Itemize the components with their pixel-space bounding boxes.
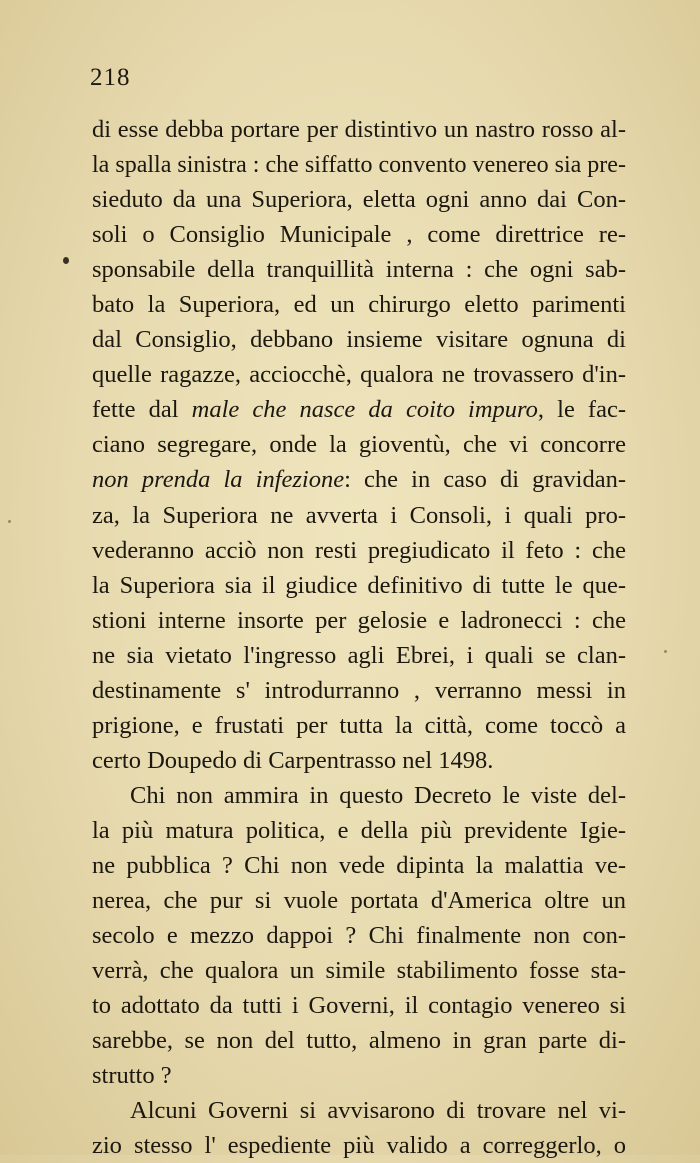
text-line: certo Doupedo di Carpentrasso nel 1498.	[92, 746, 494, 774]
text-line: soli o Consiglio Municipale , come direttrice re-	[92, 221, 626, 249]
text-line: sieduto da una Superiora, eletta ogni anno dai Con-	[92, 186, 626, 214]
text-line: to adottato da tutti i Governi, il contagio venereo si	[92, 992, 626, 1020]
text-line: za, la Superiora ne avverta i Consoli, i quali pro-	[92, 501, 626, 529]
text-line: la spalla sinistra : che siffatto convento venereo sia pre-	[92, 151, 626, 179]
text-line: destinamente s' introdurranno , verranno messi in	[92, 676, 626, 704]
body-text	[92, 112, 626, 1163]
paper-speck	[664, 650, 667, 653]
text-line: vederanno acciò non resti pregiudicato il feto : che	[92, 536, 626, 564]
text-line: secolo e mezzo dappoi ? Chi finalmente non con-	[92, 922, 626, 950]
text-line: quelle ragazze, acciocchè, qualora ne trovassero d'in-	[92, 361, 626, 389]
text-line: ne sia vietato l'ingresso agli Ebrei, i quali se clan-	[92, 641, 626, 669]
text-line: la Superiora sia il giudice definitivo di tutte le que-	[92, 571, 626, 599]
text-line: verrà, che qualora un simile stabilimento fosse sta-	[92, 957, 627, 985]
text-line: di esse debba portare per distintivo un nastro rosso al-	[92, 116, 626, 143]
text-line: la più matura politica, e della più previdente Igie-	[92, 816, 626, 844]
italic-phrase: non prenda la infezione	[92, 466, 345, 494]
text-line: ciano segregare, onde la gioventù, che vi concorre	[92, 431, 626, 459]
text-line: Chi non ammira in questo Decreto le viste del-	[130, 781, 626, 809]
text-line: fette dal male che nasce da coito impuro, le fac-	[92, 396, 626, 424]
text-line: ne pubblica ? Chi non vede dipinta la malattia ve-	[92, 851, 626, 879]
ink-dot	[63, 257, 69, 264]
italic-phrase: male che nasce da coito impuro	[191, 396, 538, 424]
text-line: non prenda la infezione: che in caso di gravidan-	[92, 466, 626, 494]
text-line: strutto ?	[92, 1062, 172, 1090]
text-line: bato la Superiora, ed un chirurgo eletto parimenti	[92, 291, 626, 319]
page-number: 218	[90, 64, 131, 91]
text-line: nerea, che pur si vuole portata d'America oltre un	[92, 887, 626, 915]
text-line: prigione, e frustati per tutta la città, come toccò a	[92, 711, 626, 739]
text-line: sponsabile della tranquillità interna : che ogni sab-	[92, 256, 626, 284]
text-line: dal Consiglio, debbano insieme visitare ognuna di	[92, 326, 626, 354]
text-line: stioni interne insorte per gelosie e ladronecci : che	[92, 606, 626, 634]
text-line: zio stesso l' espediente più valido a correggerlo, o	[92, 1132, 626, 1160]
text-line: Alcuni Governi si avvisarono di trovare nel vi-	[130, 1097, 626, 1125]
text-line: sarebbe, se non del tutto, almeno in gran parte di-	[92, 1027, 626, 1055]
paper-speck	[8, 520, 11, 523]
